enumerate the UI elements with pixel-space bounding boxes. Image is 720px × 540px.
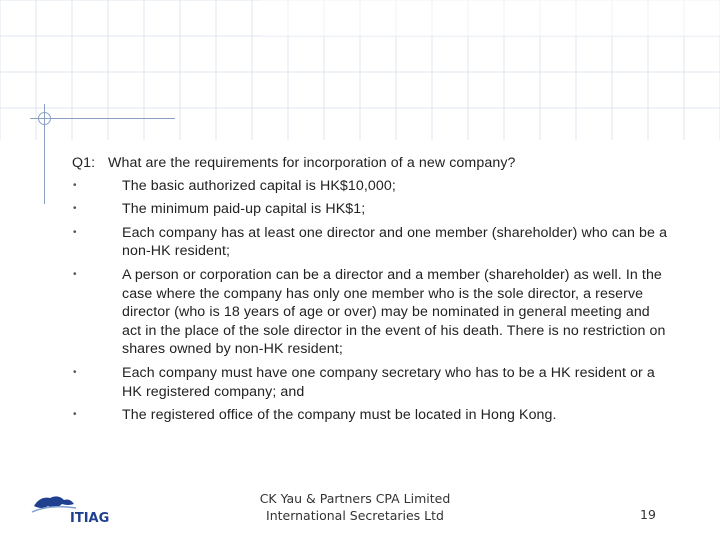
bullet-icon: • [73,203,77,215]
bullet-item [72,224,672,261]
decorative-circle [38,112,51,125]
bullet-text: A person or corporation can be a director and a member (shareholder) as well. In the case where the company has only one member who is the sole director, a reserve director (who is 18 years of age or over) may be nominated in general meeting and act in the place of the sole director in the event of his death. There is no restriction on shares owned by non-HK resident; [122,266,666,358]
bullet-icon: • [73,366,77,378]
bullet-item [72,200,672,219]
question-line [72,154,672,173]
footer-line-1: CK Yau & Partners CPA Limited [259,491,451,506]
bullet-item [72,364,672,401]
bullet-icon: • [73,268,77,280]
decorative-horizontal-line [30,118,175,119]
bullet-text: The minimum paid-up capital is HK$1; [122,201,366,218]
question-number: Q1: [72,155,96,171]
bullet-text: The registered office of the company must be located in Hong Kong. [122,407,557,424]
bullet-text: Each company has at least one director and one member (shareholder) who can be a non-HK resident; [122,224,668,260]
bullet-item [72,406,672,425]
bullet-text: Each company must have one company secretary who has to be a HK resident or a HK registered company; and [122,364,655,400]
question-text: What are the requirements for incorporation of a new company? [108,155,516,171]
company-logo [30,492,112,526]
page-number: 19 [640,507,656,522]
footer-company [250,490,460,524]
bullet-icon: • [73,409,77,421]
footer-line-2: International Secretaries Ltd [266,508,444,523]
logo-text: ITIAG [70,511,110,526]
bullet-item [72,266,672,359]
bullet-text: The basic authorized capital is HK$10,000; [122,177,396,194]
bullet-item [72,177,672,196]
bullet-icon: • [73,179,77,191]
bullet-icon: • [73,226,77,238]
slide-content [72,154,672,430]
